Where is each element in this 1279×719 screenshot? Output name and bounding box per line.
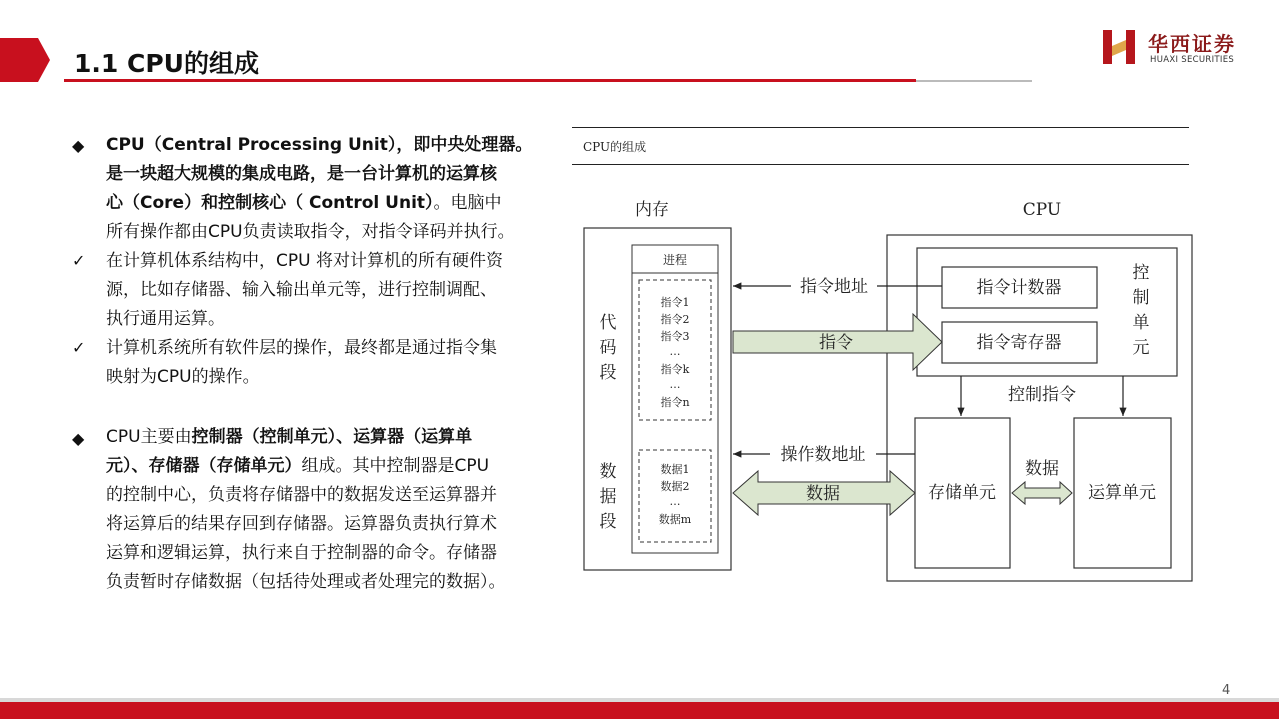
- page-title: 1.1 CPU的组成: [74, 49, 259, 78]
- instruction-item: …: [669, 378, 681, 391]
- caption-rule-top: [572, 127, 1189, 128]
- control-unit-label: [1133, 263, 1150, 358]
- data-exchange-arrow: [1012, 482, 1072, 504]
- vertical-label-char: 码: [599, 338, 617, 358]
- huaxi-logo-icon: [1100, 28, 1140, 66]
- data-segment-label: [600, 462, 617, 532]
- instruction-register-label: 指令寄存器: [976, 333, 1062, 353]
- vertical-label-char: 代: [599, 313, 617, 333]
- text-line: 运算和逻辑运算，执行来自于控制器的命令。存储器: [106, 543, 497, 563]
- text-line: 元）、存储器（存储单元）: [106, 456, 302, 476]
- text-line: 是一块超大规模的集成电路，是一台计算机的运算核: [106, 164, 497, 184]
- instruction-item: 指令1: [660, 296, 690, 309]
- text-line: 所有操作都由CPU负责读取指令，对指令译码并执行。: [106, 222, 515, 242]
- footer-red-bar: [0, 702, 1279, 719]
- vertical-label-char: 制: [1132, 288, 1150, 308]
- program-counter-label: 指令计数器: [976, 278, 1062, 298]
- text-line: 控制器（控制单元）、运算器（运算单: [191, 427, 473, 447]
- text-line: CPU（Central Processing Unit），即中央处理器。: [106, 135, 533, 155]
- data-item: …: [669, 495, 681, 508]
- header-arrow-decoration: [0, 38, 50, 82]
- text-line: 映射为CPU的操作。: [106, 367, 260, 387]
- code-segment-label: [600, 313, 617, 383]
- instruction-item: …: [669, 345, 681, 358]
- data-item: 数据m: [658, 513, 692, 526]
- vertical-label-char: 单: [1132, 313, 1150, 333]
- vertical-label-char: 段: [599, 363, 617, 383]
- alu-label: 运算单元: [1088, 483, 1156, 503]
- instruction-item: 指令2: [660, 313, 690, 326]
- text-line: CPU主要由: [106, 427, 192, 447]
- paragraph-cpu-components: [106, 423, 506, 597]
- bullet-diamond-icon: ◆: [72, 429, 85, 448]
- storage-unit-label: 存储单元: [928, 483, 996, 503]
- caption-rule-bottom: [572, 164, 1189, 165]
- text-line: 的控制中心，负责将存储器中的数据发送至运算器并: [106, 485, 497, 505]
- vertical-label-char: 段: [599, 512, 617, 532]
- instruction-item: 指令k: [660, 363, 690, 376]
- cpu-diagram: [572, 180, 1197, 590]
- instruction-item: 指令n: [660, 396, 690, 409]
- data-item: 数据1: [660, 463, 690, 476]
- instruction-item: 指令3: [660, 330, 690, 343]
- figure-caption: CPU的组成: [583, 140, 647, 154]
- check-icon: ✓: [72, 251, 86, 270]
- text-line: 在计算机体系结构中，CPU 将对计算机的所有硬件资: [106, 251, 503, 271]
- text-line: 将运算后的结果存回到存储器。运算器负责执行算术: [106, 514, 497, 534]
- data-exchange-label: 数据: [1025, 459, 1059, 479]
- text-line: 计算机系统所有软件层的操作，最终都是通过指令集: [106, 338, 497, 358]
- page-number: 4: [1222, 683, 1231, 698]
- vertical-label-char: 数: [599, 462, 617, 482]
- logo-english-text: HUAXI SECURITIES: [1150, 55, 1235, 65]
- vertical-label-char: 控: [1132, 263, 1150, 283]
- text-line: 源，比如存储器、输入输出单元等，进行控制调配、: [106, 280, 497, 300]
- paragraph-cpu-definition: [106, 131, 532, 247]
- bullet-diamond-icon: ◆: [72, 136, 85, 155]
- text-line: 。电脑中: [433, 193, 502, 213]
- data-item: 数据2: [660, 480, 690, 493]
- paragraph-check-2: [106, 334, 497, 392]
- text-line: 心（Core）和控制核心（ Control Unit）: [106, 193, 434, 213]
- logo-chinese-text: 华西证券: [1148, 32, 1236, 56]
- vertical-label-char: 元: [1132, 338, 1150, 358]
- process-label: 进程: [662, 253, 688, 267]
- paragraph-check-1: [106, 247, 503, 334]
- control-instruction-label: 控制指令: [1008, 385, 1076, 405]
- cpu-label: CPU: [1022, 200, 1062, 220]
- instruction-flow-label: 指令: [819, 333, 853, 353]
- text-line: 执行通用运算。: [106, 309, 225, 329]
- operand-address-label: 操作数地址: [780, 445, 866, 465]
- text-line: 组成。其中控制器是CPU: [301, 456, 490, 476]
- text-line: 负责暂时存储数据（包括待处理或者处理完的数据）。: [106, 572, 506, 592]
- vertical-label-char: 据: [599, 487, 617, 507]
- instruction-address-label: 指令地址: [800, 277, 868, 297]
- memory-label: 内存: [635, 200, 669, 220]
- check-icon: ✓: [72, 338, 86, 357]
- header-divider: [64, 79, 1032, 83]
- data-flow-label: 数据: [806, 484, 840, 504]
